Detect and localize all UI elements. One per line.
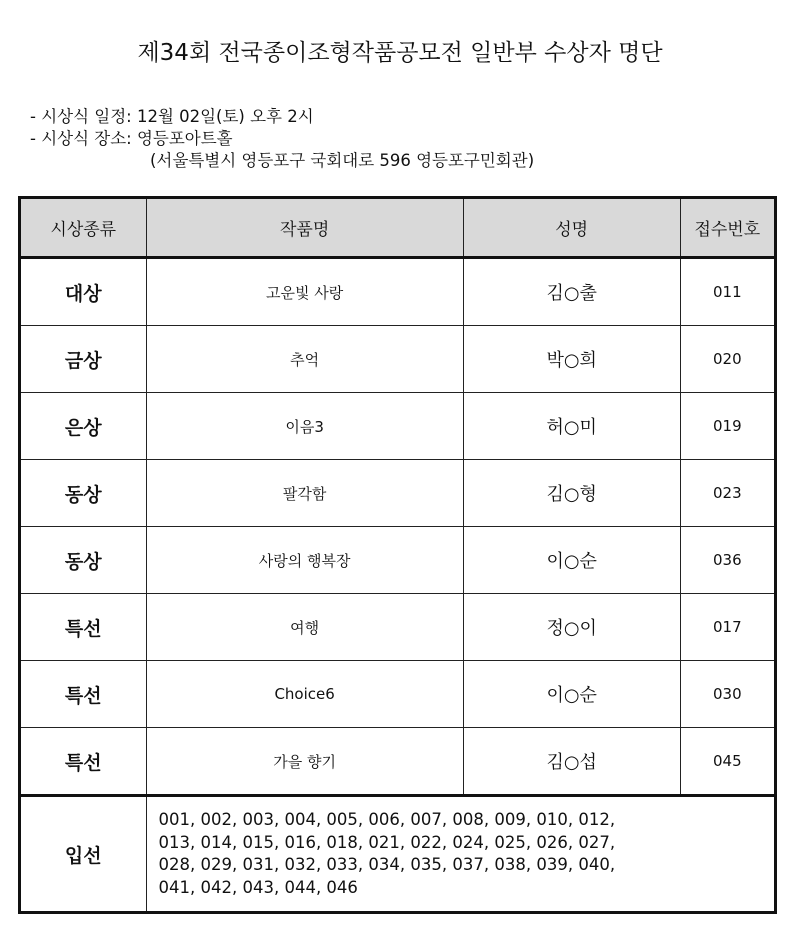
table-header-row <box>20 198 776 258</box>
work-cell: Choice6 <box>146 661 463 728</box>
award-cell: 특선 <box>20 594 147 661</box>
ceremony-date: - 시상식 일정: 12월 02일(토) 오후 2시 <box>30 107 314 126</box>
table-row <box>20 258 776 326</box>
honorable-line: 028, 029, 031, 032, 033, 034, 035, 037, 038, 039, 040, <box>158 855 616 874</box>
honorable-line: 001, 002, 003, 004, 005, 006, 007, 008, 009, 010, 012, <box>158 810 616 829</box>
work-cell: 사랑의 행복장 <box>146 527 463 594</box>
name-cell: 이○순 <box>463 661 680 728</box>
number-cell: 017 <box>680 594 775 661</box>
name-cell: 정○이 <box>463 594 680 661</box>
page-title: 제34회 전국종이조형작품공모전 일반부 수상자 명단 <box>137 40 663 66</box>
table-row <box>20 527 776 594</box>
award-cell: 특선 <box>20 661 147 728</box>
honorable-line: 013, 014, 015, 016, 018, 021, 022, 024, 025, 026, 027, <box>158 832 616 852</box>
work-cell: 이음3 <box>146 393 463 460</box>
number-cell: 019 <box>680 393 775 460</box>
ceremony-place: - 시상식 장소: 영등포아트홀 <box>30 129 233 148</box>
name-cell: 박○희 <box>463 326 680 393</box>
table-row <box>20 460 776 527</box>
header-award: 시상종류 <box>20 198 147 258</box>
table-row <box>20 393 776 460</box>
award-cell: 대상 <box>20 258 147 326</box>
award-cell: 입선 <box>20 796 147 913</box>
work-cell: 고운빛 사랑 <box>146 258 463 326</box>
award-cell: 금상 <box>20 326 147 393</box>
work-cell: 추억 <box>146 326 463 393</box>
table-row <box>20 661 776 728</box>
award-cell: 동상 <box>20 460 147 527</box>
number-cell: 020 <box>680 326 775 393</box>
table-row <box>20 728 776 796</box>
honorable-line: 041, 042, 043, 044, 046 <box>158 877 358 897</box>
table-row <box>20 594 776 661</box>
number-cell: 011 <box>680 258 775 326</box>
honorable-mention-list <box>146 796 776 913</box>
name-cell: 허○미 <box>463 393 680 460</box>
table-row <box>20 326 776 393</box>
honorable-mention-row <box>20 796 776 913</box>
award-cell: 은상 <box>20 393 147 460</box>
work-cell: 여행 <box>146 594 463 661</box>
number-cell: 036 <box>680 527 775 594</box>
number-cell: 023 <box>680 460 775 527</box>
number-cell: 030 <box>680 661 775 728</box>
ceremony-address: (서울특별시 영등포구 국회대로 596 영등포구민회관) <box>150 151 535 170</box>
work-cell: 팔각함 <box>146 460 463 527</box>
name-cell: 김○섭 <box>463 728 680 796</box>
name-cell: 김○출 <box>463 258 680 326</box>
work-cell: 가을 향기 <box>146 728 463 796</box>
header-name: 성명 <box>463 198 680 258</box>
number-cell: 045 <box>680 728 775 796</box>
name-cell: 김○형 <box>463 460 680 527</box>
name-cell: 이○순 <box>463 527 680 594</box>
winners-table <box>18 196 777 914</box>
header-work: 작품명 <box>146 198 463 258</box>
award-cell: 동상 <box>20 527 147 594</box>
award-cell: 특선 <box>20 728 147 796</box>
header-number: 접수번호 <box>680 198 775 258</box>
